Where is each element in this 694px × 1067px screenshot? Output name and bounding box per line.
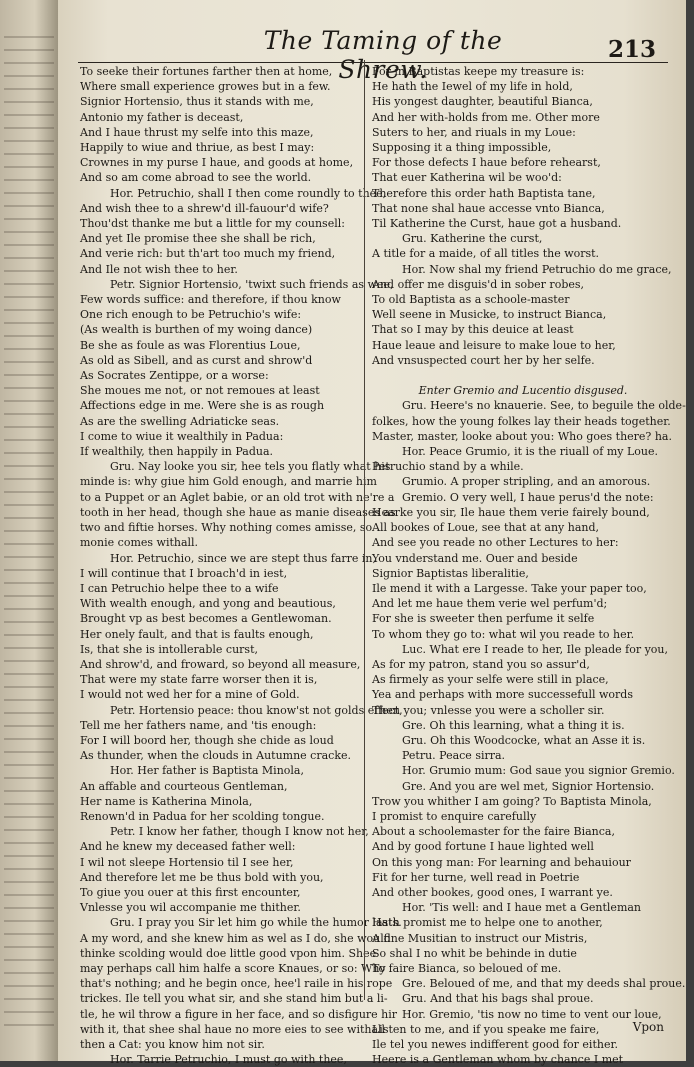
text-line: Hor. Grumio mum: God saue you signior Gremio.	[402, 764, 675, 778]
text-line: I wil not sleepe Hortensio til I see her,	[80, 855, 294, 869]
text-line: Hor. Tarrie Petruchio, I must go with thee,	[110, 1053, 347, 1067]
text-line	[372, 368, 654, 383]
text-line: Gru. Oh this Woodcocke, what an Asse it is.	[402, 733, 646, 747]
text-line: I would not wed her for a mine of Gold.	[80, 688, 300, 702]
text-line: Tell me her fathers name, and 'tis enough:	[80, 718, 317, 732]
text-line: Petruchio stand by a while.	[372, 460, 524, 474]
text-line: And he knew my deceased father well:	[80, 840, 296, 854]
text-line: folkes, how the young folkes lay their heads together.	[372, 414, 671, 428]
text-line: minde is: why giue him Gold enough, and marrie him	[80, 475, 377, 489]
text-line: trickes. Ile tell you what sir, and she stand him but a li-	[80, 992, 388, 1006]
text-line: All bookes of Loue, see that at any hand,	[372, 521, 600, 535]
text-line: For in Baptistas keepe my treasure is:	[372, 65, 585, 78]
text-line: One rich enough to be Petruchio's wife:	[80, 308, 302, 322]
text-line: A fine Musitian to instruct our Mistris,	[372, 931, 588, 945]
text-line: Master, master, looke about you: Who goes there? ha.	[372, 429, 672, 443]
text-line: Gre. Oh this learning, what a thing it is.	[402, 718, 625, 732]
text-line: Few words suffice: and therefore, if thou know	[80, 293, 341, 307]
text-line: And see you reade no other Lectures to her:	[372, 536, 619, 550]
text-line: two and fiftie horses. Why nothing comes amisse, so	[80, 521, 373, 535]
text-line: Well seene in Musicke, to instruct Bianca,	[372, 308, 607, 322]
text-line: And her with-holds from me. Other more	[372, 110, 600, 124]
text-line: Supposing it a thing impossible,	[372, 141, 552, 155]
text-line: And other bookes, good ones, I warrant ye.	[372, 885, 613, 899]
text-line: Trow you whither I am going? To Baptista Minola,	[372, 794, 652, 808]
text-line: He hath the Iewel of my life in hold,	[372, 80, 573, 94]
text-line: Petr. I know her father, though I know not her,	[110, 825, 369, 839]
text-line: Happily to wiue and thriue, as best I may:	[80, 141, 315, 155]
text-line: Hath promist me to helpe one to another,	[372, 916, 603, 930]
text-line: To seeke their fortunes farther then at home,	[80, 65, 333, 78]
text-line: Therefore this order hath Baptista tane,	[372, 186, 596, 200]
text-line: Her name is Katherina Minola,	[80, 794, 253, 808]
text-line: You vnderstand me. Ouer and beside	[372, 551, 578, 565]
text-line: As thunder, when the clouds in Autumne cracke.	[80, 749, 351, 763]
text-line: And yet Ile promise thee she shall be rich,	[80, 232, 316, 246]
text-line: And shrow'd, and froward, so beyond all measure,	[80, 657, 361, 671]
bleed-through-text	[4, 36, 54, 1036]
text-line: And verie rich: but th'art too much my friend,	[80, 247, 336, 261]
column-divider	[364, 60, 365, 1000]
text-line: That so I may by this deuice at least	[372, 323, 574, 337]
text-line: And I haue thrust my selfe into this maze,	[80, 125, 314, 139]
text-line: She moues me not, or not remoues at least	[80, 384, 320, 398]
text-line: And by good fortune I haue lighted well	[372, 840, 594, 854]
header-rule	[78, 62, 668, 63]
text-line: As old as Sibell, and as curst and shrow'd	[80, 353, 313, 367]
text-line: I come to wiue it wealthily in Padua:	[80, 429, 284, 443]
text-line: I promist to enquire carefully	[372, 809, 537, 823]
text-line: thinke scolding would doe little good vpon him. Shee	[80, 946, 377, 960]
page-number: 213	[607, 36, 656, 63]
text-line: tle, he wil throw a figure in her face, and so disfigure hir	[80, 1007, 398, 1021]
text-line: Yea and perhaps with more successefull words	[372, 688, 633, 702]
text-line: Fit for her turne, well read in Poetrie	[372, 870, 580, 884]
text-line: Hor. Petruchio, since we are stept thus farre in,	[110, 551, 376, 565]
text-line: Crownes in my purse I haue, and goods at home,	[80, 156, 354, 170]
text-line: A title for a maide, of all titles the worst.	[372, 247, 600, 261]
text-line: Petr. Hortensio peace: thou know'st not golds effect,	[110, 703, 403, 717]
text-line: As firmely as your selfe were still in place,	[372, 673, 609, 687]
text-line: For she is sweeter then perfume it selfe	[372, 612, 595, 626]
text-line: Hor. Peace Grumio, it is the riuall of my Loue.	[402, 445, 659, 459]
text-line: And offer me disguis'd in sober robes,	[372, 277, 585, 291]
text-line: then a Cat: you know him not sir.	[80, 1038, 265, 1051]
text-line: That none shal haue accesse vnto Bianca,	[372, 201, 605, 215]
text-line: So shal I no whit be behinde in dutie	[372, 946, 577, 960]
text-line: As for my patron, stand you so assur'd,	[372, 657, 590, 671]
text-line: Vnlesse you wil accompanie me thither.	[80, 901, 301, 915]
text-line: And wish thee to a shrew'd ill-fauour'd wife?	[80, 201, 329, 215]
text-line: For those defects I haue before rehearst,	[372, 156, 601, 170]
running-title: The Taming of the Shrew.	[263, 26, 503, 84]
text-line: To old Baptista as a schoole-master	[372, 293, 570, 307]
text-line: Gremio. O very well, I haue perus'd the note:	[402, 490, 654, 504]
text-line: monie comes withall.	[80, 536, 199, 550]
text-line: Grumio. A proper stripling, and an amorous.	[402, 475, 651, 489]
text-line: Gru. Heere's no knauerie. See, to beguile the olde-	[402, 399, 686, 413]
text-line: That euer Katherina wil be woo'd:	[372, 171, 562, 185]
text-line: As Socrates Zentippe, or a worse:	[80, 369, 269, 383]
text-line: Signior Hortensio, thus it stands with me,	[80, 95, 314, 109]
text-line: If wealthily, then happily in Padua.	[80, 445, 274, 459]
text-line: Hor. Her father is Baptista Minola,	[110, 764, 304, 778]
text-line: Listen to me, and if you speake me faire,	[372, 1022, 600, 1036]
text-line: About a schoolemaster for the faire Bianca,	[372, 825, 615, 839]
text-line: Hor. Petruchio, shall I then come roundly to thee,	[110, 186, 387, 200]
text-line: And Ile not wish thee to her.	[80, 262, 238, 276]
text-line: Luc. What ere I reade to her, Ile pleade for you,	[402, 642, 668, 656]
text-line: Is, that she is intollerable curst,	[80, 642, 258, 656]
text-line: To whom they go to: what wil you reade to her.	[372, 627, 635, 641]
text-line: Gru. And that his bags shal proue.	[402, 992, 594, 1006]
text-line: As are the swelling Adriaticke seas.	[80, 414, 280, 428]
text-line: Petru. Peace sirra.	[402, 749, 506, 763]
text-line: With wealth enough, and yong and beautious,	[80, 597, 336, 611]
text-line: Hor. Now shal my friend Petruchio do me grace,	[402, 262, 672, 276]
text-line: to a Puppet or an Aglet babie, or an old trot with ne're a	[80, 490, 395, 504]
text-line: To giue you ouer at this first encounter,	[80, 885, 301, 899]
text-line: tooth in her head, though she haue as manie diseases as	[80, 505, 396, 519]
text-line: Gru. I pray you Sir let him go while the humor lasts.	[110, 916, 402, 930]
text-line: And therefore let me be thus bold with you,	[80, 870, 324, 884]
text-line: Her onely fault, and that is faults enough,	[80, 627, 314, 641]
text-line: Brought vp as best becomes a Gentlewoman.	[80, 612, 332, 626]
text-line: I will continue that I broach'd in iest,	[80, 566, 288, 580]
previous-page-edge	[0, 0, 58, 1061]
text-line: that's nothing; and he begin once, hee'l raile in his rope	[80, 977, 393, 991]
text-line: And so am come abroad to see the world.	[80, 171, 312, 185]
text-line: Ile tel you newes indifferent good for either.	[372, 1038, 619, 1051]
right-column	[372, 64, 686, 1067]
text-line: Heere is a Gentleman whom by chance I met	[372, 1053, 624, 1067]
text-line: Til Katherine the Curst, haue got a husband.	[372, 217, 622, 231]
text-line: Antonio my father is deceast,	[80, 110, 244, 124]
text-line: (As wealth is burthen of my woing dance)	[80, 323, 313, 337]
text-line: And let me haue them verie wel perfum'd;	[372, 597, 608, 611]
text-line: Gre. Beloued of me, and that my deeds shal proue.	[402, 977, 686, 991]
text-line: may perhaps call him halfe a score Knaues, or so: Why	[80, 961, 386, 975]
stage-direction: Enter Gremio and Lucentio disgused.	[418, 384, 628, 398]
text-line: Thou'dst thanke me but a little for my counsell:	[80, 217, 345, 231]
text-line: Suters to her, and riuals in my Loue:	[372, 125, 576, 139]
text-line: Gru. Nay looke you sir, hee tels you flatly what his	[110, 460, 391, 474]
text-line: A my word, and she knew him as wel as I do, she would	[80, 931, 391, 945]
text-line: That were my state farre worser then it is,	[80, 673, 318, 687]
text-line: For I will boord her, though she chide as loud	[80, 733, 334, 747]
text-line: And vnsuspected court her by her selfe.	[372, 353, 595, 367]
text-line: His yongest daughter, beautiful Bianca,	[372, 95, 593, 109]
text-line: Hor. 'Tis well: and I haue met a Gentleman	[402, 901, 642, 915]
text-line: On this yong man: For learning and behauiour	[372, 855, 631, 869]
text-line: Hearke you sir, Ile haue them verie fairely bound,	[372, 505, 650, 519]
text-line: Petr. Signior Hortensio, 'twixt such friends as wee,	[110, 277, 394, 291]
left-column	[80, 64, 403, 1067]
text-line: Haue leaue and leisure to make loue to her,	[372, 338, 616, 352]
text-line: Ile mend it with a Largesse. Take your paper too,	[372, 581, 647, 595]
text-line: Gre. And you are wel met, Signior Hortensio.	[402, 779, 655, 793]
text-line: I can Petruchio helpe thee to a wife	[80, 581, 279, 595]
text-line: Renown'd in Padua for her scolding tongue.	[80, 809, 325, 823]
text-line: Affections edge in me. Were she is as rough	[80, 399, 325, 413]
text-line: Be she as foule as was Florentius Loue,	[80, 338, 301, 352]
catchword: Vpon	[632, 1020, 664, 1034]
text-line: Gru. Katherine the curst,	[402, 232, 543, 246]
text-line: Hor. Gremio, 'tis now no time to vent our loue,	[402, 1007, 662, 1021]
folio-page	[58, 0, 686, 1067]
text-line: Then you; vnlesse you were a scholler sir.	[372, 703, 605, 717]
text-line: with it, that shee shal haue no more eies to see withall	[80, 1022, 386, 1036]
text-line: Where small experience growes but in a few.	[80, 80, 331, 94]
text-line: An affable and courteous Gentleman,	[80, 779, 288, 793]
text-line: To faire Bianca, so beloued of me.	[372, 961, 562, 975]
text-line: Signior Baptistas liberalitie,	[372, 566, 529, 580]
